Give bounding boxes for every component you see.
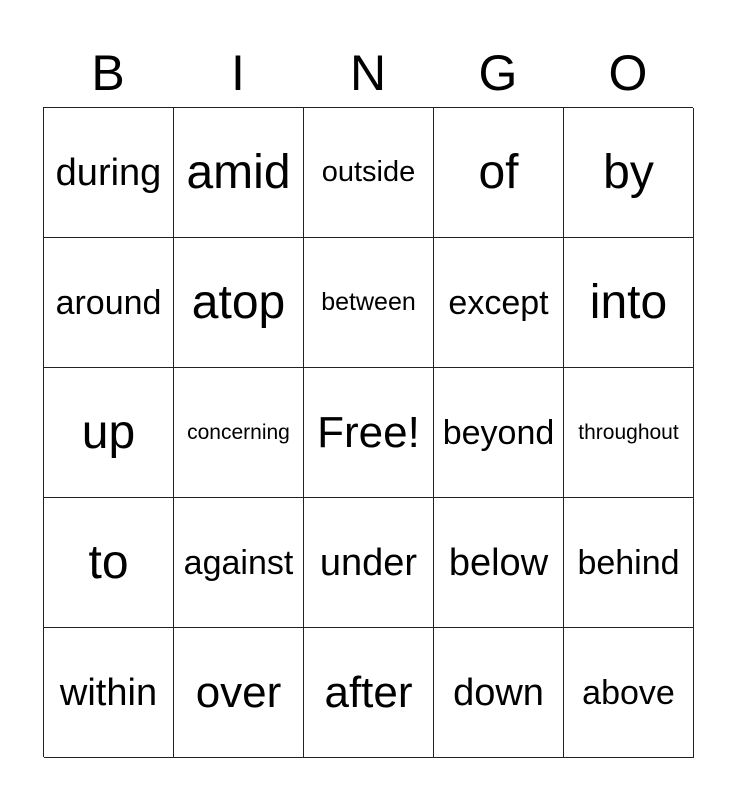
bingo-cell[interactable]: beyond: [434, 368, 564, 498]
bingo-cell[interactable]: after: [304, 628, 434, 758]
header-letter-n: N: [349, 45, 387, 101]
bingo-cell[interactable]: up: [44, 368, 174, 498]
bingo-cell[interactable]: to: [44, 498, 174, 628]
bingo-cell[interactable]: above: [564, 628, 694, 758]
bingo-cell[interactable]: around: [44, 238, 174, 368]
bingo-header: [43, 40, 693, 106]
header-letter-g: G: [478, 45, 518, 101]
bingo-cell[interactable]: by: [564, 108, 694, 238]
bingo-cell[interactable]: concerning: [174, 368, 304, 498]
bingo-cell[interactable]: during: [44, 108, 174, 238]
bingo-cell[interactable]: amid: [174, 108, 304, 238]
bingo-cell[interactable]: against: [174, 498, 304, 628]
bingo-cell[interactable]: atop: [174, 238, 304, 368]
bingo-cell[interactable]: below: [434, 498, 564, 628]
bingo-cell[interactable]: between: [304, 238, 434, 368]
bingo-cell[interactable]: down: [434, 628, 564, 758]
bingo-cell[interactable]: of: [434, 108, 564, 238]
header-letter-b: B: [91, 45, 125, 101]
bingo-cell[interactable]: under: [304, 498, 434, 628]
bingo-cell[interactable]: within: [44, 628, 174, 758]
header-letter-o: O: [608, 45, 648, 101]
bingo-board: [43, 107, 693, 757]
bingo-cell[interactable]: except: [434, 238, 564, 368]
bingo-cell[interactable]: outside: [304, 108, 434, 238]
free-space-cell[interactable]: Free!: [304, 368, 434, 498]
header-letter-i: I: [231, 45, 245, 101]
bingo-cell[interactable]: into: [564, 238, 694, 368]
bingo-cell[interactable]: over: [174, 628, 304, 758]
bingo-cell[interactable]: behind: [564, 498, 694, 628]
bingo-cell[interactable]: throughout: [564, 368, 694, 498]
